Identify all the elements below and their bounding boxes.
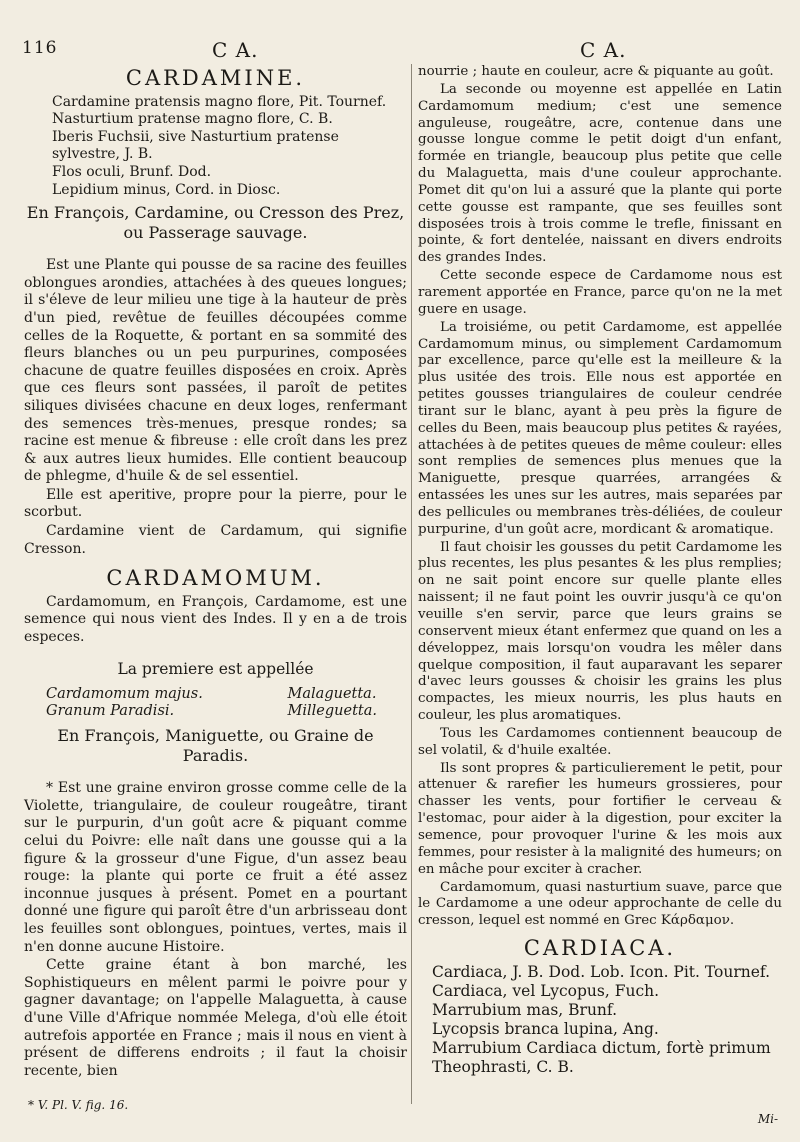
cardiaca-heading: CARDIACA.	[523, 936, 677, 961]
synonym-line: Cardamine pratensis magno flore, Pit. Tournef.	[52, 93, 387, 110]
left-column	[24, 64, 407, 1080]
synonym-line: Iberis Fuchsii, sive Nasturtium pratense sylvestre, J. B.	[52, 128, 339, 163]
right-column	[418, 64, 782, 1077]
composition-paragraph: Tous les Cardamomes contiennent beaucoup de sel volatil, & d'huile exaltée.	[418, 725, 782, 758]
latin-name: Granum Paradisi.	[46, 703, 175, 720]
virtues-paragraph: Ils sont propres & particulierement le petit, pour attenuer & rarefier les humeurs grossieres, pour chasser les vents, pour fortifier le cerveau & l'estomac, pour aider à la digestion, pour exciter la semence, pour provoquer l'urine & les mois aux femmes, pour resister à la malignité des humeurs; on en mâche pour exciter à cracher.	[418, 760, 782, 877]
synonym-line: Marrubium mas, Brunf.	[432, 1000, 618, 1019]
synonym-line: Flos oculi, Brunf. Dod.	[52, 163, 212, 180]
synonym-line: Lycopsis branca lupina, Ang.	[432, 1019, 659, 1038]
column-divider	[411, 64, 412, 1104]
maniguette-description: * Est une graine environ grosse comme celle de la Violette, triangulaire, de couleur rougeâtre, tirant sur le purpurin, d'un goût acre & piquant comme celui du Poivre: elle naît dans une gousse qui a la figure & la grosseur d'une Figue, d'un assez beau rouge: la plante qui porte ce fruit a été assez inconnue jusques à présent. Pomet en a pourtant donné une figure qui paroît être d'un arbrisseau dont les feuilles sont oblongues, pointues, vertes, mais il n'en donne aucune Histoire.	[24, 780, 407, 955]
cardamine-etymology: Cardamine vient de Cardamum, qui signifie Cresson.	[24, 523, 407, 557]
cardamine-heading: CARDAMINE.	[125, 66, 306, 90]
second-species-usage: Cette seconde espece de Cardamome nous est rarement apportée en France, parce qu'on ne la met guere en usage.	[418, 268, 782, 317]
first-species-names	[24, 686, 407, 720]
latin-name: Malaguetta.	[287, 686, 377, 703]
cardiaca-synonyms	[432, 963, 782, 1077]
cardamomum-intro: Cardamomum, en François, Cardamome, est une semence qui nous vient des Indes. Il y en a de trois especes.	[24, 593, 407, 646]
synonym-line: Lepidium minus, Cord. in Diosc.	[52, 181, 281, 198]
page-number: 116	[22, 38, 58, 58]
plate-footnote: * V. Pl. V. fig. 16.	[28, 1098, 129, 1112]
catchword: Mi-	[757, 1112, 778, 1126]
right-running-head: C A.	[580, 38, 627, 62]
cardamine-synonyms	[52, 94, 407, 200]
synonym-line: Marrubium Cardiaca dictum, fortè primum Theophrasti, C. B.	[432, 1038, 771, 1076]
synonym-line: Cardiaca, vel Lycopus, Fuch.	[432, 981, 660, 1000]
synonym-line: Cardiaca, J. B. Dod. Lob. Icon. Pit. Tournef.	[432, 962, 771, 981]
latin-name: Cardamomum majus.	[46, 686, 203, 703]
maniguette-trade: Cette graine étant à bon marché, les Sophistiqueurs en mêlent parmi le poivre pour y gagner davantage; on l'appelle Malaguetta, à cause d'une Ville d'Afrique nommée Melega, d'où elle étoit autrefois apportée en France ; mais il nous en vient à présent de differens endroits ; il faut la choisir recente, bien	[24, 957, 407, 1079]
latin-name: Milleguetta.	[287, 703, 377, 720]
second-species-paragraph: La seconde ou moyenne est appellée en Latin Cardamomum medium; c'est une semence anguleuse, rougeâtre, acre, contenue dans une gousse longue comme le petit doigt d'un enfant, formée en triangle, beaucoup plus petite que celle du Malaguetta, mais d'une couleur approchante. Pomet dit qu'on lui a assuré que la plante qui porte cette gousse est rampante, que ses feuilles sont disposées trois à trois comme le trefle, finissant en pointe, & fort dentelée, naissant en divers endroits des grandes Indes.	[418, 81, 782, 266]
cardamine-description: Est une Plante qui pousse de sa racine des feuilles oblongues arondies, attachées à des queues longues; il s'éleve de leur milieu une tige à la hauteur de près d'un pied, revêtue de feuilles découpées comme celles de la Roquette, & portant en sa sommité des fleurs blanches ou un peu purpurines, composées chacune de quatre feuilles disposées en croix. Après que ces fleurs sont passées, il paroît de petites siliques divisées chacune en deux loges, renfermant des semences très-menues, presque rondes; sa racine est menue & fibreuse : elle croît dans les prez & aux autres lieux humides. Elle contient beaucoup de phlegme, d'huile & de sel essentiel.	[24, 257, 407, 485]
cardamomum-french-names: En François, Maniguette, ou Graine de Paradis.	[57, 726, 374, 766]
cardamine-virtues: Elle est aperitive, propre pour la pierre, pour le scorbut.	[24, 486, 407, 521]
first-species-heading: La premiere est appellée	[117, 659, 314, 678]
cardamomum-heading: CARDAMOMUM.	[106, 566, 325, 591]
selection-paragraph: Il faut choisir les gousses du petit Cardamome les plus recentes, les plus pesantes & les plus remplies; on ne sait point encore sur quelle plante elles naissent; il ne faut point les ouvrir jusqu'à ce qu'on veuille s'en servir, parce que leurs grains se conservent mieux étant enfermez que quand on les a développez, mais lorsqu'on voudra les mêler dans quelque composition, il faut auparavant les separer d'avec leurs gousses & choisir les grains les plus compactes, les mieux nourris, les plus hauts en couleur, les plus aromatiques.	[418, 539, 782, 724]
cardamine-french-names: En François, Cardamine, ou Cresson des Prez, ou Passerage sauvage.	[26, 203, 405, 243]
third-species-paragraph: La troisiéme, ou petit Cardamome, est appellée Cardamomum minus, ou simplement Cardamomum par excellence, parce qu'elle est la meilleure & la plus usitée des trois. Elle nous est apportée en petites gousses triangulaires de couleur cendrée tirant sur le blanc, ayant à peu près la figure de celles du Been, mais beaucoup plus petites & rayées, attachées à de petites queues de même couleur: elles sont remplies de semences plus menues que la Maniguette, presque quarrées, arrangées & entassées les unes sur les autres, mais separées par des pellicules ou membranes très-déliées, de couleur purpurine, d'un goût acre, mordicant & aromatique.	[418, 319, 782, 537]
synonym-line: Nasturtium pratense magno flore, C. B.	[52, 111, 333, 128]
left-running-head: C A.	[212, 38, 259, 62]
continued-paragraph: nourrie ; haute en couleur, acre & piquante au goût.	[418, 64, 774, 79]
etymology-paragraph: Cardamomum, quasi nasturtium suave, parce que le Cardamome a une odeur approchante de celle du cresson, lequel est nommé en Grec Κάρδαμον.	[418, 879, 782, 929]
